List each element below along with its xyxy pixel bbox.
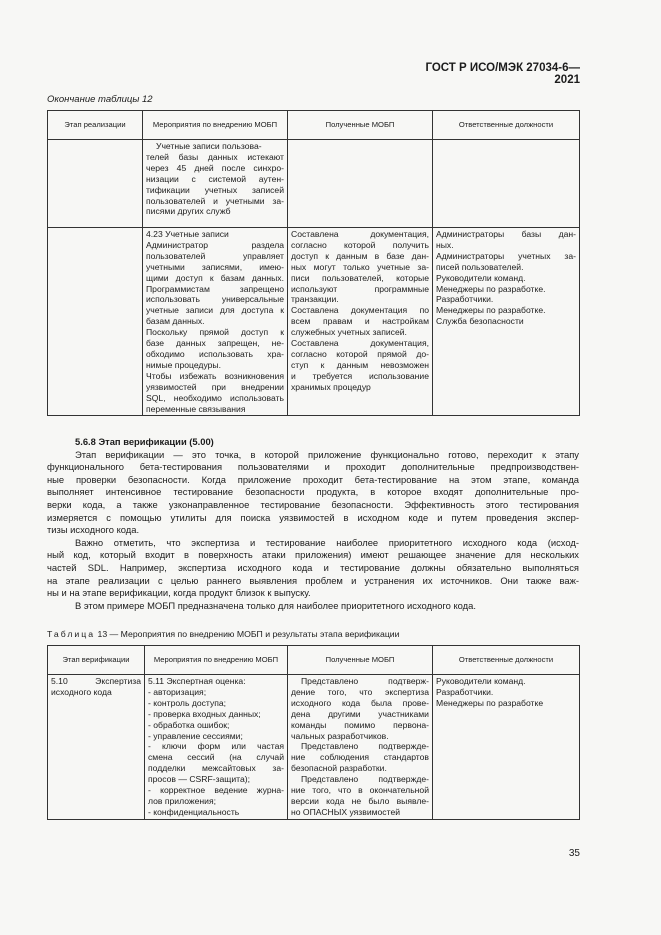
table-12-result-line: и требуется использование	[291, 370, 429, 381]
table-13-caption	[47, 629, 400, 639]
table-12-measure-line: учетные записи для доступа к	[146, 305, 284, 316]
table-13-row-source-code-review	[48, 675, 580, 820]
table-12-measure-line: щими доступ к базам данных.	[146, 272, 284, 283]
table-12-result-line: согласно которой прямой до-	[291, 348, 429, 359]
table-12-result-line: писи пользователей, которые	[291, 272, 429, 283]
table-13-result-line: ние того, что в окончательной	[291, 785, 429, 796]
table-12-result-line: хранимых процедур	[291, 381, 371, 392]
table-12-measure-line: базам данных.	[146, 316, 205, 327]
table-12-measure-line: учетными записями, имею-	[146, 261, 284, 272]
table-13-measure-line: - конфиденциальность	[148, 806, 240, 817]
table-13-role-line: Разработчики.	[436, 686, 494, 697]
table-12-measure-line: тификации учетных записей	[146, 184, 284, 195]
table-12-role-line: Администраторы базы дан-	[436, 229, 576, 239]
table-12-header-roles: Ответственные должности	[433, 111, 580, 140]
table-12-role-line: ных.	[436, 239, 454, 250]
table-13-measure-line: просов — CSRF-защита);	[148, 774, 251, 785]
table-12-measure-line: Администратор раздела	[146, 239, 284, 250]
table-13-result-line: исходного кода была прове-	[291, 697, 429, 708]
table-12-role-line: писей пользователей.	[436, 261, 524, 272]
table-13-result-line: ние соблюдения стандартов	[291, 752, 429, 763]
table-13-caption-title: 13 — Мероприятия по внедрению МОБП и результаты этапа верификации	[97, 629, 400, 639]
table-12-header-measures: Мероприятия по внедрению МОБП	[143, 111, 288, 140]
table-13-caption-label: Таблица	[47, 629, 96, 639]
table-13-measure-line: - корректное ведение журна-	[148, 785, 284, 796]
table-12-result-line: ступ к данным невозможен	[291, 359, 429, 370]
table-13-result-line: дена другими участниками	[291, 708, 429, 719]
page-number: 35	[568, 848, 580, 859]
paragraph-line: измеряется с помощью утилиты для поиска уязвимостей в исходном коде и путем проведения экспер-	[47, 511, 579, 523]
table-12-result-line: Составлена документация,	[291, 338, 429, 349]
table-13-result-line: команды помимо первона-	[291, 719, 429, 730]
table-12-result-line: служебных учетных записей.	[291, 327, 407, 338]
table-12-role-line: Менеджеры по разработке.	[436, 283, 546, 294]
paragraph-line: ные проверки безопасности. Когда приложение проходит бета-тестирование на этом этапе, команда	[47, 473, 579, 485]
paragraph-line: В этом примере МОБП предназначена только для наиболее приоритетного исходного кода.	[75, 599, 476, 611]
paragraph-line: Этап верификации — это точка, в которой приложение функционально готово, переходит к этапу	[75, 448, 579, 460]
table-13-result-line: безопасной разработки.	[291, 763, 387, 774]
table-12-results-cell	[288, 228, 433, 416]
table-13-measure-line: 5.11 Экспертная оценка:	[148, 676, 246, 686]
table-12-stage-cell	[48, 228, 143, 416]
table-13-stage-line: 5.10 Экспертиза	[51, 676, 141, 686]
table-13-measure-line: - авторизация;	[148, 686, 207, 697]
table-13-result-line: версии кода не было выявле-	[291, 795, 429, 806]
table-12-measure-line: через 45 дней после синхро-	[146, 162, 284, 173]
table-12-measure-line: писями других служб	[146, 206, 231, 217]
table-13-stage-line: исходного кода	[51, 686, 112, 697]
table-12-measure-line: переменные связывания	[146, 403, 246, 414]
table-12-role-line: Администраторы учетных за-	[436, 250, 576, 261]
table-13-result-line: дение того, что экспертиза	[291, 686, 429, 697]
table-13-header-results: Полученные МОБП	[288, 646, 433, 675]
table-13-result-line: чальных разработчиков.	[291, 730, 389, 741]
table-12-measure-line: уязвимостей при внедрении	[146, 381, 284, 392]
table-13-result-line: Представлено подтверж-	[301, 676, 429, 686]
table-12-measure-line: пользователей управляет	[146, 250, 284, 261]
table-12-measure-line: базе данных запрещен, не-	[146, 338, 284, 349]
table-12-result-line: всем правам и настройкам	[291, 316, 429, 327]
table-12-header-stage: Этап реализации	[48, 111, 143, 140]
table-12-header-results: Полученные МОБП	[288, 111, 433, 140]
table-13	[47, 645, 580, 820]
table-12-measure-line: пользователей и учетными за-	[146, 195, 284, 206]
table-12-measure-line: телей базы данных истекают	[146, 151, 284, 162]
table-12-measure-line: обходимо использовать хра-	[146, 348, 284, 359]
table-12-result-line: доступ к данным в базе дан-	[291, 250, 429, 261]
table-12-measure-line: низации с системой аутен-	[146, 173, 284, 184]
table-12-role-line: Разработчики.	[436, 294, 494, 305]
table-13-header-roles: Ответственные должности	[433, 646, 580, 675]
paragraph-line: верки кода, а также узконаправленное тестирование безопасности. Эффективность этого тестирования	[47, 498, 579, 510]
table-12-result-line: используют программные	[291, 283, 429, 294]
table-13-result-line: Представлено подтвержде-	[301, 774, 429, 785]
table-12-measure-line: SQL, необходимо использовать	[146, 392, 284, 403]
table-13-measure-line: - ключи форм или частая	[148, 741, 284, 752]
table-12-header-row	[48, 111, 580, 140]
table-12-result-line: согласно которой получить	[291, 239, 429, 250]
paragraph-line: ны и на этапе верификации, когда продукт близок к выпуску.	[47, 587, 311, 599]
paragraph-line: ный код, который входит в поверхность атаки приложения) имеют решающее значение для нескольких	[47, 549, 579, 561]
table-13-measure-line: смена сессий (на случай	[148, 752, 284, 763]
table-13-measures-cell	[145, 675, 288, 820]
table-12-caption: Окончание таблицы 12	[47, 94, 153, 105]
table-12-measure-line: Чтобы избежать возникновения	[146, 370, 284, 381]
table-12-role-line: Менеджеры по разработке.	[436, 305, 546, 316]
paragraph-line: на этапе реализации с целью раннего выявления проблем и устранения их источников. Они также важ-	[47, 574, 579, 586]
table-12-row-user-accounts	[48, 228, 580, 416]
table-13-stage-cell	[48, 675, 145, 820]
table-12-stage-cell	[48, 140, 143, 228]
paragraph-line: частей SDL. Например, экспертиза исходного кода и тестирование должны обязательно выполняться	[47, 561, 579, 573]
table-13-result-line: но ОПАСНЫХ уязвимостей	[291, 806, 401, 817]
table-13-header-stage: Этап верификации	[48, 646, 145, 675]
table-12-measure-line: нимые процедуры.	[146, 359, 221, 370]
table-13-results-cell	[288, 675, 433, 820]
table-12-measure-line: Поскольку прямой доступ к	[146, 327, 284, 338]
section-5-6-8	[47, 436, 579, 612]
paragraph-line: выполняет интенсивное тестирование безопасности продукта, в которое входят дополнительные про-	[47, 486, 579, 498]
table-12-roles-cell	[433, 228, 580, 416]
table-12-result-line: ных могут только учетные за-	[291, 261, 429, 272]
paragraph-line: тизы исходного кода.	[47, 524, 140, 536]
table-12-measure-line: 4.23 Учетные записи	[146, 229, 229, 239]
table-13-result-line: Представлено подтвержде-	[301, 741, 429, 752]
table-12-result-line: Составлена документация по	[291, 305, 429, 316]
table-12-results-cell	[288, 140, 433, 228]
table-13-header-measures: Мероприятия по внедрению МОБП	[145, 646, 288, 675]
table-12-role-line: Руководители команд.	[436, 272, 526, 283]
section-heading: 5.6.8 Этап верификации (5.00)	[75, 436, 214, 447]
table-12-result-line: Составлена документация,	[291, 229, 429, 239]
paragraph-line: функционального бета-тестирования пользователями и проходит дополнительные предпроизводствен-	[47, 461, 579, 473]
table-12-measure-line: Программистам запрещено	[146, 283, 284, 294]
table-13-roles-cell	[433, 675, 580, 820]
table-12-row-accounts-expiry	[48, 140, 580, 228]
table-13-measure-line: - обработка ошибок;	[148, 719, 230, 730]
standard-number-header: ГОСТ Р ИСО/МЭК 27034-6—2021	[425, 62, 580, 86]
table-12-measures-cell	[143, 228, 288, 416]
table-13-role-line: Руководители команд.	[436, 676, 526, 686]
table-13-measure-line: лов приложения;	[148, 795, 216, 806]
table-13-role-line: Менеджеры по разработке	[436, 697, 544, 708]
table-12	[47, 110, 580, 416]
table-13-measure-line: - проверка входных данных;	[148, 708, 261, 719]
table-13-header-row	[48, 646, 580, 675]
table-12-measure-line: Учетные записи пользова-	[156, 141, 262, 151]
table-13-measure-line: - управление сессиями;	[148, 730, 243, 741]
table-13-measure-line: - контроль доступа;	[148, 697, 227, 708]
table-12-role-line: Служба безопасности	[436, 316, 524, 327]
table-12-measures-cell	[143, 140, 288, 228]
table-12-measure-line: использовать универсальные	[146, 294, 284, 305]
table-12-result-line: транзакции.	[291, 294, 339, 305]
table-12-roles-cell	[433, 140, 580, 228]
paragraph-line: Важно отметить, что экспертиза и тестирование наиболее приоритетного исходного кода (исход-	[75, 536, 579, 548]
table-13-measure-line: подделки межсайтовых за-	[148, 763, 284, 774]
